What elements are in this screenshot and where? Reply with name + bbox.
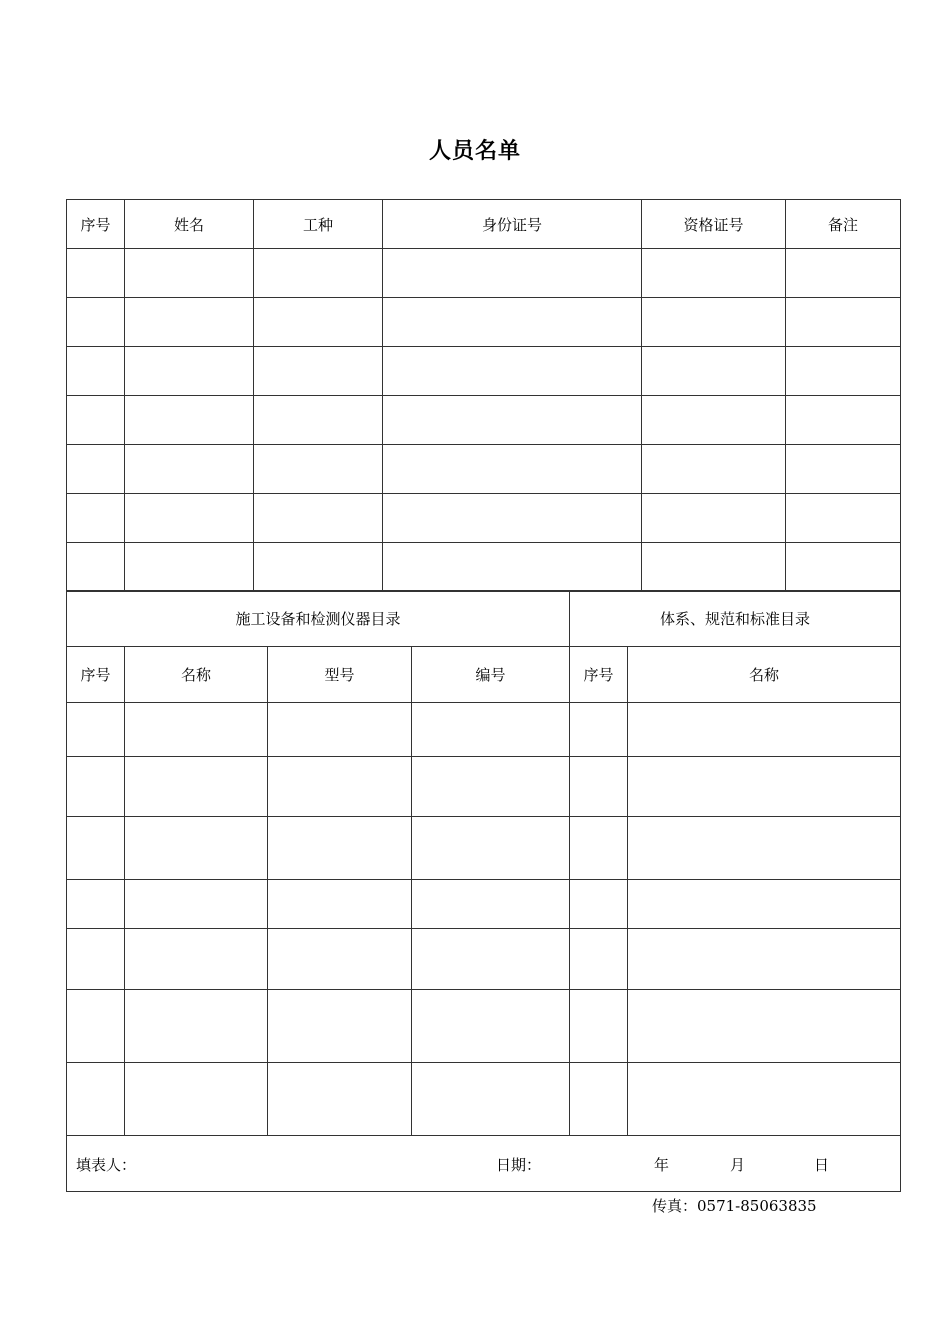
cell[interactable] bbox=[628, 703, 901, 757]
header-standard-index: 序号 bbox=[570, 647, 628, 703]
header-equipment-model: 型号 bbox=[268, 647, 412, 703]
cell[interactable] bbox=[125, 703, 268, 757]
cell[interactable] bbox=[268, 1063, 412, 1136]
equipment-row bbox=[67, 817, 901, 880]
personnel-row bbox=[67, 298, 901, 347]
cell[interactable] bbox=[67, 880, 125, 929]
cell[interactable] bbox=[642, 445, 786, 494]
footer-cell bbox=[67, 1136, 901, 1192]
equipment-row bbox=[67, 880, 901, 929]
cell[interactable] bbox=[67, 543, 125, 592]
cell[interactable] bbox=[125, 929, 268, 990]
cell[interactable] bbox=[628, 990, 901, 1063]
cell[interactable] bbox=[642, 249, 786, 298]
cell[interactable] bbox=[383, 494, 642, 543]
cell[interactable] bbox=[570, 703, 628, 757]
cell[interactable] bbox=[254, 543, 383, 592]
cell[interactable] bbox=[125, 396, 254, 445]
cell[interactable] bbox=[383, 347, 642, 396]
cell[interactable] bbox=[67, 1063, 125, 1136]
date-label: 日期： bbox=[496, 1156, 542, 1174]
cell[interactable] bbox=[268, 990, 412, 1063]
cell[interactable] bbox=[412, 817, 570, 880]
cell[interactable] bbox=[412, 1063, 570, 1136]
cell[interactable] bbox=[268, 817, 412, 880]
cell[interactable] bbox=[125, 347, 254, 396]
cell[interactable] bbox=[268, 757, 412, 817]
cell[interactable] bbox=[383, 249, 642, 298]
cell[interactable] bbox=[786, 543, 901, 592]
cell[interactable] bbox=[254, 396, 383, 445]
cell[interactable] bbox=[628, 929, 901, 990]
cell[interactable] bbox=[125, 494, 254, 543]
cell[interactable] bbox=[570, 757, 628, 817]
cell[interactable] bbox=[67, 396, 125, 445]
cell[interactable] bbox=[254, 298, 383, 347]
cell[interactable] bbox=[125, 757, 268, 817]
cell[interactable] bbox=[268, 703, 412, 757]
cell[interactable] bbox=[125, 990, 268, 1063]
page-title: 人员名单 bbox=[428, 139, 521, 164]
header-name: 姓名 bbox=[125, 200, 254, 249]
cell[interactable] bbox=[67, 817, 125, 880]
equipment-row bbox=[67, 1063, 901, 1136]
cell[interactable] bbox=[570, 1063, 628, 1136]
section-title-row bbox=[67, 591, 901, 647]
cell[interactable] bbox=[67, 929, 125, 990]
cell[interactable] bbox=[642, 543, 786, 592]
cell[interactable] bbox=[383, 543, 642, 592]
month-label: 月 bbox=[730, 1156, 746, 1174]
cell[interactable] bbox=[628, 757, 901, 817]
cell[interactable] bbox=[67, 703, 125, 757]
cell[interactable] bbox=[125, 298, 254, 347]
cell[interactable] bbox=[412, 880, 570, 929]
personnel-row bbox=[67, 396, 901, 445]
equipment-standards-table bbox=[66, 590, 901, 1192]
cell[interactable] bbox=[642, 298, 786, 347]
header-certificate-number: 资格证号 bbox=[642, 200, 786, 249]
personnel-row bbox=[67, 347, 901, 396]
personnel-row bbox=[67, 445, 901, 494]
cell[interactable] bbox=[383, 298, 642, 347]
cell[interactable] bbox=[254, 445, 383, 494]
cell[interactable] bbox=[125, 880, 268, 929]
equipment-section-title: 施工设备和检测仪器目录 bbox=[67, 591, 570, 647]
cell[interactable] bbox=[786, 298, 901, 347]
cell[interactable] bbox=[786, 249, 901, 298]
cell[interactable] bbox=[254, 249, 383, 298]
cell[interactable] bbox=[642, 396, 786, 445]
equipment-row bbox=[67, 990, 901, 1063]
cell[interactable] bbox=[125, 445, 254, 494]
cell[interactable] bbox=[412, 990, 570, 1063]
header-job-type: 工种 bbox=[254, 200, 383, 249]
cell[interactable] bbox=[67, 249, 125, 298]
cell[interactable] bbox=[786, 494, 901, 543]
cell[interactable] bbox=[125, 1063, 268, 1136]
cell[interactable] bbox=[67, 494, 125, 543]
cell[interactable] bbox=[412, 929, 570, 990]
personnel-table bbox=[66, 199, 901, 592]
cell[interactable] bbox=[786, 396, 901, 445]
cell[interactable] bbox=[642, 347, 786, 396]
header-equipment-index: 序号 bbox=[67, 647, 125, 703]
cell[interactable] bbox=[642, 494, 786, 543]
cell[interactable] bbox=[383, 445, 642, 494]
footer-row bbox=[67, 1136, 901, 1192]
equipment-row bbox=[67, 757, 901, 817]
cell[interactable] bbox=[67, 757, 125, 817]
equipment-row bbox=[67, 703, 901, 757]
cell[interactable] bbox=[412, 703, 570, 757]
cell[interactable] bbox=[383, 396, 642, 445]
cell[interactable] bbox=[67, 298, 125, 347]
cell[interactable] bbox=[570, 929, 628, 990]
cell[interactable] bbox=[268, 929, 412, 990]
cell[interactable] bbox=[628, 1063, 901, 1136]
cell[interactable] bbox=[570, 990, 628, 1063]
cell[interactable] bbox=[570, 880, 628, 929]
equipment-row bbox=[67, 929, 901, 990]
header-id-number: 身份证号 bbox=[383, 200, 642, 249]
cell[interactable] bbox=[412, 757, 570, 817]
header-equipment-number: 编号 bbox=[412, 647, 570, 703]
cell[interactable] bbox=[125, 817, 268, 880]
personnel-row bbox=[67, 494, 901, 543]
cell[interactable] bbox=[628, 817, 901, 880]
cell[interactable] bbox=[67, 445, 125, 494]
header-remarks: 备注 bbox=[786, 200, 901, 249]
cell[interactable] bbox=[268, 880, 412, 929]
header-index: 序号 bbox=[67, 200, 125, 249]
cell[interactable] bbox=[254, 494, 383, 543]
header-standard-name: 名称 bbox=[628, 647, 901, 703]
filler-label: 填表人： bbox=[76, 1156, 137, 1174]
cell[interactable] bbox=[786, 445, 901, 494]
header-equipment-name: 名称 bbox=[125, 647, 268, 703]
cell[interactable] bbox=[67, 347, 125, 396]
cell[interactable] bbox=[254, 347, 383, 396]
fax-number: 传真：0571-85063835 bbox=[652, 1197, 817, 1215]
standards-section-title: 体系、规范和标准目录 bbox=[570, 591, 901, 647]
cell[interactable] bbox=[570, 817, 628, 880]
personnel-row bbox=[67, 543, 901, 592]
cell[interactable] bbox=[628, 880, 901, 929]
personnel-header-row bbox=[67, 200, 901, 249]
year-label: 年 bbox=[654, 1156, 670, 1174]
equipment-header-row bbox=[67, 647, 901, 703]
cell[interactable] bbox=[125, 543, 254, 592]
cell[interactable] bbox=[67, 990, 125, 1063]
cell[interactable] bbox=[125, 249, 254, 298]
cell[interactable] bbox=[786, 347, 901, 396]
day-label: 日 bbox=[814, 1156, 830, 1174]
personnel-row bbox=[67, 249, 901, 298]
